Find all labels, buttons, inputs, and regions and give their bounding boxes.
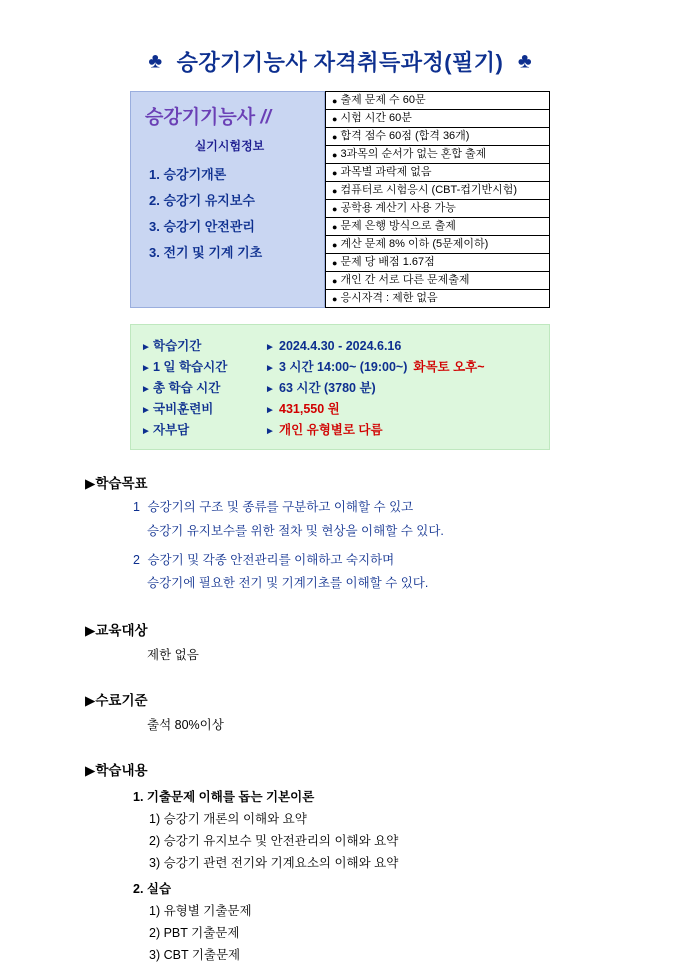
slash-mark: // <box>260 107 271 128</box>
summary-row <box>141 357 543 375</box>
arrow-right-icon: ► <box>141 405 151 416</box>
table-cell-text: 3과목의 순서가 없는 혼합 출제 <box>340 148 487 161</box>
table-cell <box>326 254 550 272</box>
summary-label: 국비훈련비 <box>153 402 214 416</box>
content-sub-item: 3) 승강기 관련 전기와 기계요소의 이해와 요약 <box>149 856 399 870</box>
arrow-right-icon: ► <box>141 363 151 374</box>
table-cell <box>326 182 550 200</box>
section-heading-contents: ▶학습내용 <box>85 763 148 778</box>
arrow-right-icon: ► <box>141 426 151 437</box>
subject-item: 1. 승강기개론 <box>149 167 227 182</box>
course-summary-box <box>130 324 550 450</box>
goal-text: 승강기 및 각종 안전관리를 이해하고 숙지하며 <box>147 552 395 567</box>
page-title <box>0 0 680 85</box>
table-cell-text: 공학용 계산기 사용 가능 <box>340 202 456 215</box>
goal-item <box>133 551 600 570</box>
summary-label: 학습기간 <box>153 339 202 353</box>
section-heading-target: ▶교육대상 <box>85 623 148 638</box>
table-cell-text: 응시자격 : 제한 없음 <box>340 292 438 305</box>
table-cell-text: 문제 당 배점 1.67점 <box>340 256 435 269</box>
table-row <box>326 164 550 182</box>
table-row <box>326 146 550 164</box>
completion-text: 출석 80%이상 <box>147 718 224 732</box>
club-left-icon: ♣ <box>148 49 163 73</box>
content-group-title: 1. 기출문제 이해를 돕는 기본이론 <box>133 790 315 804</box>
table-row <box>326 218 550 236</box>
summary-value: 개인 유형별로 다름 <box>279 423 383 437</box>
table-row <box>326 272 550 290</box>
summary-row <box>141 378 543 396</box>
arrow-right-icon: ► <box>265 384 275 395</box>
table-cell <box>326 92 550 110</box>
subject-item: 3. 전기 및 기계 기초 <box>149 245 263 260</box>
summary-label: 자부담 <box>153 423 190 437</box>
subject-item: 2. 승강기 유지보수 <box>149 193 255 208</box>
course-subject-heading-text: 승강기기능사 <box>145 107 256 128</box>
bullet-icon: ● <box>332 275 338 286</box>
bullet-icon: ● <box>332 131 338 142</box>
content-sub-item: 1) 유형별 기출문제 <box>149 904 252 918</box>
table-cell <box>326 128 550 146</box>
table-row <box>326 128 550 146</box>
table-cell <box>326 236 550 254</box>
bullet-icon: ● <box>332 239 338 250</box>
summary-value: 3 시간 14:00~ (19:00~) <box>279 360 408 374</box>
table-row <box>326 110 550 128</box>
table-row <box>326 200 550 218</box>
table-cell-text: 문제 은행 방식으로 출제 <box>340 220 456 233</box>
goal-subtext: 승강기에 필요한 전기 및 기계기초를 이해할 수 있다. <box>147 576 429 591</box>
bullet-icon: ● <box>332 95 338 106</box>
page-title-text: 승강기기능사 자격취득과정(필기) <box>176 50 504 75</box>
exam-info-table <box>325 91 550 308</box>
content-sub-item: 3) CBT 기출문제 <box>149 948 241 962</box>
table-row <box>326 236 550 254</box>
table-cell-text: 과목별 과락제 없음 <box>340 166 432 179</box>
arrow-right-icon: ► <box>265 426 275 437</box>
exam-info-subheading: 실기시험정보 <box>194 139 265 153</box>
bullet-icon: ● <box>332 257 338 268</box>
content-sub-item: 1) 승강기 개론의 이해와 요약 <box>149 812 307 826</box>
table-cell-text: 개인 간 서로 다른 문제출제 <box>340 274 470 287</box>
goal-subtext: 승강기 유지보수를 위한 절차 및 현상을 이해할 수 있다. <box>147 523 444 538</box>
bullet-icon: ● <box>332 167 338 178</box>
course-overview-block <box>130 91 550 308</box>
content-sub-item: 2) PBT 기출문제 <box>149 926 240 940</box>
summary-value: 431,550 원 <box>279 402 340 416</box>
summary-row <box>141 420 543 438</box>
section-heading-goal: ▶학습목표 <box>85 476 148 491</box>
goal-item <box>133 498 600 517</box>
table-cell-text: 컴퓨터로 시험응시 (CBT-컵기반시험) <box>340 184 518 197</box>
content-group-title: 2. 실습 <box>133 882 172 896</box>
table-row <box>326 92 550 110</box>
goal-text: 승강기의 구조 및 종류를 구분하고 이해할 수 있고 <box>147 500 414 514</box>
table-cell <box>326 200 550 218</box>
course-subject-heading <box>145 102 314 129</box>
table-row <box>326 254 550 272</box>
bullet-icon: ● <box>332 203 338 214</box>
table-cell-text: 계산 문제 8% 이하 (5문제이하) <box>340 238 489 251</box>
summary-row <box>141 336 543 354</box>
content-sub-item: 2) 승강기 유지보수 및 안전관리의 이해와 요약 <box>149 834 399 848</box>
target-text: 제한 없음 <box>147 648 199 662</box>
summary-value: 63 시간 (3780 분) <box>279 381 376 395</box>
arrow-right-icon: ► <box>265 363 275 374</box>
club-right-icon: ♣ <box>517 49 532 73</box>
table-cell <box>326 272 550 290</box>
summary-label: 1 일 학습시간 <box>153 360 228 374</box>
arrow-right-icon: ► <box>141 384 151 395</box>
table-cell-text: 합격 점수 60점 (합격 36개) <box>340 130 470 143</box>
table-cell <box>326 290 550 308</box>
arrow-right-icon: ► <box>265 342 275 353</box>
arrow-right-icon: ► <box>141 342 151 353</box>
bullet-icon: ● <box>332 113 338 124</box>
goal-number: 1 <box>133 500 140 514</box>
arrow-right-icon: ► <box>265 405 275 416</box>
table-cell <box>326 146 550 164</box>
bullet-icon: ● <box>332 149 338 160</box>
bullet-icon: ● <box>332 221 338 232</box>
course-subject-panel <box>130 91 325 308</box>
summary-value-extra: 화목토 오후~ <box>413 360 485 374</box>
table-cell <box>326 218 550 236</box>
subject-item: 3. 승강기 안전관리 <box>149 219 255 234</box>
table-cell <box>326 164 550 182</box>
course-details <box>80 472 600 963</box>
table-row <box>326 182 550 200</box>
bullet-icon: ● <box>332 185 338 196</box>
table-cell-text: 출제 문제 수 60문 <box>340 94 426 107</box>
table-cell-text: 시험 시간 60분 <box>340 112 412 125</box>
table-cell <box>326 110 550 128</box>
bullet-icon: ● <box>332 293 338 304</box>
summary-row <box>141 399 543 417</box>
goal-number: 2 <box>133 552 140 567</box>
section-heading-completion: ▶수료기준 <box>85 693 148 708</box>
summary-value: 2024.4.30 - 2024.6.16 <box>279 339 402 353</box>
summary-label: 총 학습 시간 <box>153 381 221 395</box>
table-row <box>326 290 550 308</box>
